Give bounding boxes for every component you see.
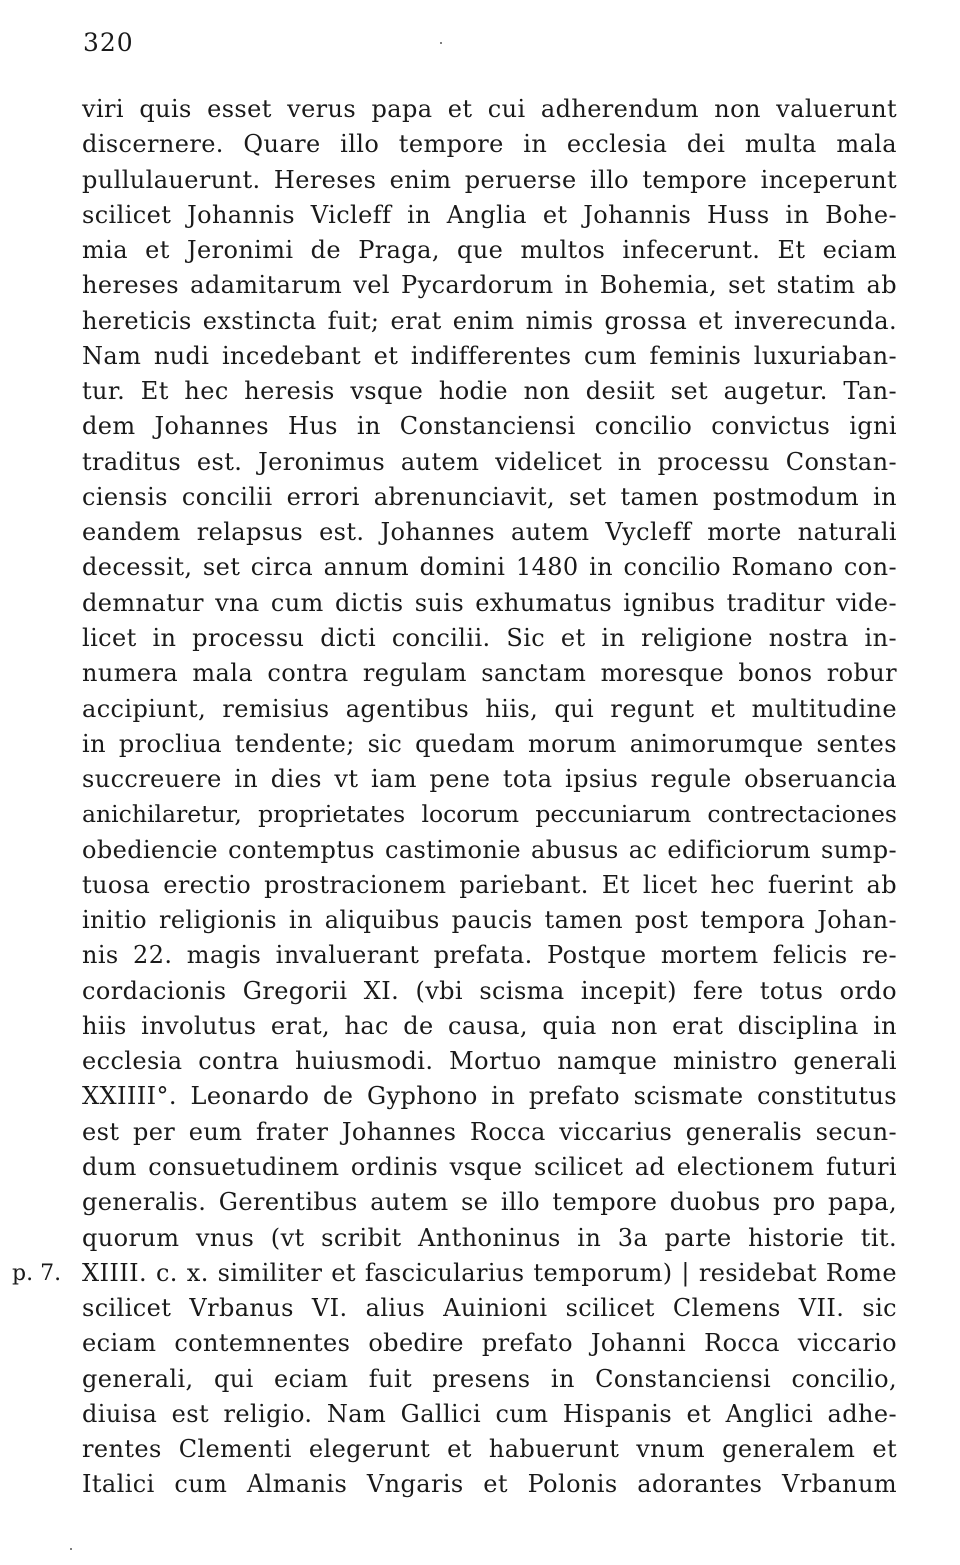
text-line: discernere. Quare illo tempore in ecclesia dei multa mala: [82, 130, 897, 159]
text-line: scilicet Vrbanus VI. alius Auinioni scilicet Clemens VII. sic: [82, 1294, 897, 1323]
text-line: XIIII. c. x. similiter et fascicularius temporum) | residebat Rome: [82, 1258, 897, 1287]
text-line: ecclesia contra huiusmodi. Mortuo namque ministro generali: [82, 1047, 897, 1076]
text-line: tuosa erectio prostracionem pariebant. Et licet hec fuerint ab: [82, 870, 897, 899]
text-line: diuisa est religio. Nam Gallici cum Hispanis et Anglici adhe-: [82, 1399, 897, 1428]
speck: [440, 42, 442, 44]
text-line: licet in processu dicti concilii. Sic et in religione nostra in-: [82, 623, 897, 652]
text-line: quorum vnus (vt scribit Anthoninus in 3a parte historie tit.: [82, 1223, 897, 1252]
text-line: hereses adamitarum vel Pycardorum in Bohemia, set statim ab: [82, 271, 897, 300]
text-line: in procliua tendente; sic quedam morum animorumque sentes: [82, 729, 897, 758]
text-line: decessit, set circa annum domini 1480 in concilio Romano con-: [82, 553, 897, 582]
text-line: numera mala contra regulam sanctam moresque bonos robur: [82, 659, 897, 688]
text-line: viri quis esset verus papa et cui adherendum non valuerunt: [82, 95, 897, 123]
text-line: Nam nudi incedebant et indifferentes cum feminis luxuriaban-: [82, 341, 897, 370]
text-line: generalis. Gerentibus autem se illo tempore duobus pro papa,: [82, 1188, 897, 1217]
text-line: ciensis concilii errori abrenunciavit, set tamen postmodum in: [82, 482, 897, 511]
text-line: mia et Jeronimi de Praga, que multos infecerunt. Et eciam: [82, 236, 897, 265]
margin-note: p. 7.: [12, 1261, 62, 1287]
text-line: anichilaretur, proprietates locorum peccuniarum contrectaciones: [82, 800, 897, 829]
text-line: rentes Clementi elegerunt et habuerunt vnum generalem et: [82, 1435, 897, 1464]
page-number: 320: [83, 28, 134, 57]
text-line: generali, qui eciam fuit presens in Constanciensi concilio,: [82, 1364, 897, 1393]
text-line: traditus est. Jeronimus autem videlicet in processu Constan-: [82, 447, 897, 476]
text-line: dem Johannes Hus in Constanciensi concilio convictus igni: [82, 412, 897, 441]
text-line: succreuere in dies vt iam pene tota ipsius regule obseruancia: [82, 765, 897, 794]
text-line: scilicet Johannis Vicleff in Anglia et Johannis Huss in Bohe-: [82, 200, 897, 229]
text-line: eandem relapsus est. Johannes autem Vycleff morte naturali: [82, 518, 897, 547]
text-line: hereticis exstincta fuit; erat enim nimis grossa et inverecunda.: [82, 306, 897, 335]
text-line: eciam contemnentes obedire prefato Johanni Rocca viccario: [82, 1329, 897, 1358]
text-line: pullulauerunt. Hereses enim peruerse illo tempore inceperunt: [82, 165, 897, 194]
text-line: tur. Et hec heresis vsque hodie non desiit set augetur. Tan-: [82, 377, 897, 406]
text-line: dum consuetudinem ordinis vsque scilicet ad electionem futuri: [82, 1152, 897, 1181]
text-line: XXIIII°. Leonardo de Gyphono in prefato scismate constitutus: [82, 1082, 897, 1111]
text-line: accipiunt, remisius agentibus hiis, qui regunt et multitudine: [82, 694, 897, 723]
text-line: Italici cum Almanis Vngaris et Polonis adorantes Vrbanum: [82, 1470, 897, 1499]
speck: [70, 1548, 72, 1550]
text-line: hiis involutus erat, hac de causa, quia non erat disciplina in: [82, 1011, 897, 1040]
text-line: demnatur vna cum dictis suis exhumatus ignibus traditur vide-: [82, 588, 897, 617]
text-line: cordacionis Gregorii XI. (vbi scisma incepit) fere totus ordo: [82, 976, 897, 1005]
text-line: initio religionis in aliquibus paucis tamen post tempora Johan-: [82, 906, 897, 935]
text-line: nis 22. magis invaluerant prefata. Postque mortem felicis re-: [82, 941, 897, 970]
body-text: [82, 92, 897, 1503]
text-line: obediencie contemptus castimonie abusus ac edificiorum sump-: [82, 835, 897, 864]
text-line: est per eum frater Johannes Rocca viccarius generalis secun-: [82, 1117, 897, 1146]
